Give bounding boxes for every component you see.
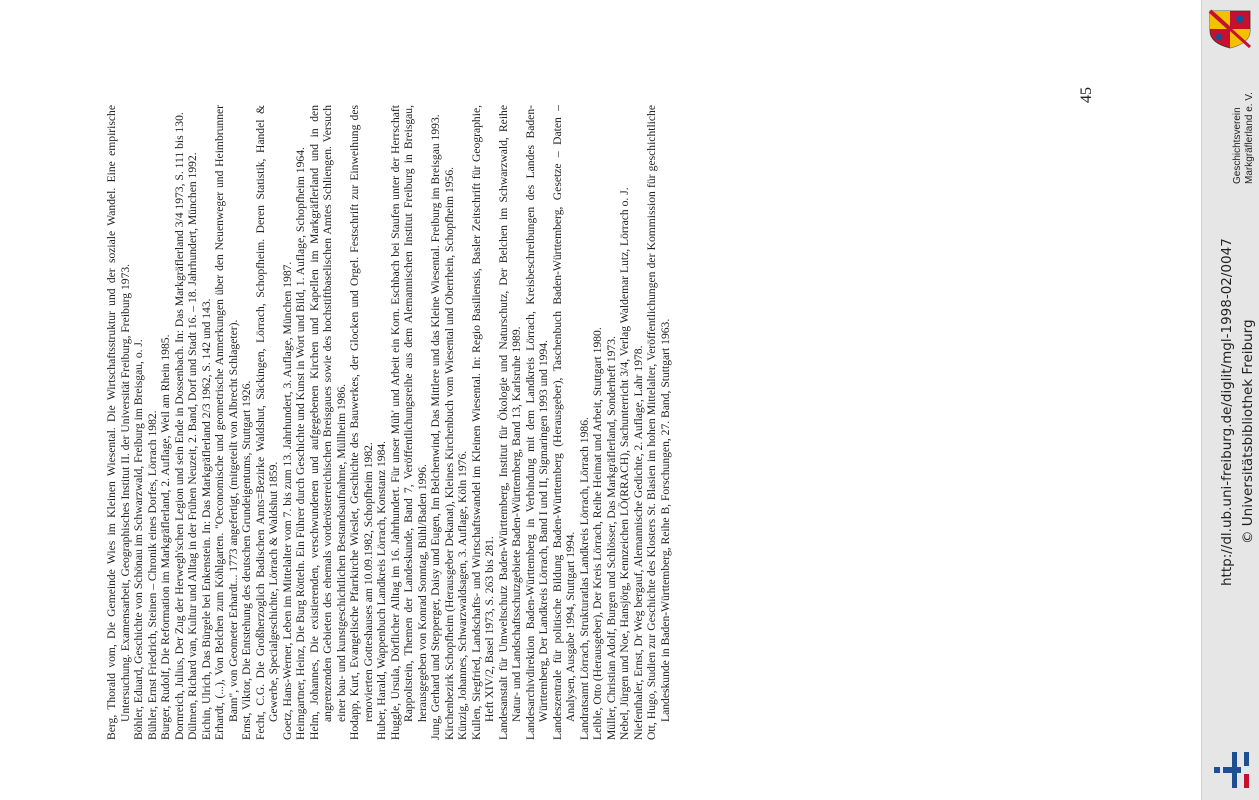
bibliography-entry: Böhler, Eduard, Geschichte von Schönau im Schwarzwald, Freiburg im Breisgau, o. J. (132, 339, 145, 740)
bibliography-entry: Goetz, Hans-Werner, Leben im Mittelalter vom 7. bis zum 13. Jahrhundert, 3. Auflage, München 1987. (280, 261, 294, 740)
copyright-notice: © Universitätsbibliothek Freiburg (1240, 319, 1256, 544)
bibliography-entry: Ernst, Viktor, Die Entstehung des deutschen Grundeigentums, Stuttgart 1926. (240, 380, 253, 740)
bibliography-entry: Jung, Gerhard und Stepperger, Daisy und Eugen, Im Belchenwind, Das Mittlere und das Kleine Wiesental. Freiburg im Breisgau 1993. (429, 114, 442, 740)
bibliography-entry: Berg, Thorald vom, Die Gemeinde Wies im Kleinen Wiesental. Die Wirtschaftsstruktur und der soziale Wandel. Eine empirische Untersuchung. Examensarbeit, Geographisches Institut II. der Universität Freiburg, Freiburg 1973. (105, 105, 132, 740)
bibliography-entry: Landeszentrale für politische Bildung Baden-Württemberg (Herausgeber), Taschenbuch Baden-Württemberg, Gesetze – Daten – Analysen, Ausgabe 1994, Stuttgart 1994. (550, 105, 577, 740)
bibliography-entry: Burger, Rudolf, Die Reformation im Markgräflerland, 2. Auflage, Weil am Rhein 1985. (159, 334, 172, 740)
bibliography-entry: Kullen, Siegfried, Landschafts- und Wirtschaftswandel im Kleinen Wiesental. In: Regio Basiliensis, Basler Zeitschrift für Geographie, Heft XIV/2, Basel 1973, S. 263 bis 281. (469, 105, 496, 740)
document-url[interactable]: http://dl.ub.uni-freiburg.de/diglit/mgl-1998-02/0047 (1219, 238, 1235, 586)
bibliography-entry: Künzig, Johannes, Schwarzwaldsagen, 3. Auflage, Köln 1976. (456, 450, 469, 740)
org-name-line2: Markgräflerland e. V. (1244, 92, 1255, 184)
bibliography-entry: Eichin, Ulrich, Das Bürgele bei Enkenstein. In: Das Markgräflerland 2/3 1962, S. 142 und 143. (199, 298, 213, 740)
bibliography-entry: Fecht, C.G. Die Großherzoglich Badischen Amts=Bezirke Waldshut, Säckingen, Lörrach, Schopfheim. Deren Statistik, Handel & Gewerbe, Specialgeschichte, Lörrach & Waldshut 1859. (253, 105, 280, 740)
bibliography-entry: Heimgartner, Heinz, Die Burg Rötteln. Ein Führer durch Geschichte und Kunst in Wort und Bild, 1. Auflage, Schopfheim 1964. (294, 147, 307, 740)
bibliography-entry: Landesanstalt für Umweltschutz Baden-Württemberg, Institut für Ökologie und Naturschutz, Der Belchen im Schwarzwald, Reihe Natur- und Landschaftsschutzgebiete Baden-Württemberg, Band 13, Karlsruhe 1989. (496, 105, 523, 740)
bibliography-entry: Müller, Christian Adolf, Burgen und Schlösser, Das Markgräflerland, Sonderheft 1973. (604, 336, 618, 740)
bibliography-entry: Erhardt, (...), Von Belchen zum Köhlgarten. "Oeconomische und geometrische Anmerkungen über den Neuenweger und Heimbrunner Bann", von Geometer Erhardt... 1773 angefertigt, (mitgeteilt von Albrecht Schlageter). (213, 105, 240, 740)
bibliography-entry: Ott, Hugo, Studien zur Geschichte des Klosters St. Blasien im hohen Mittelalter, Veröffentlichungen der Kommission für geschichtliche Landeskunde in Baden-Württemberg, Reihe B, Forschungen, 27. Band, Stuttgart 1963. (645, 105, 672, 740)
bibliography-entry: Bühler, Ernst Friedrich, Steinen – Chronik eines Dorfes, Lörrach 1982. (145, 410, 159, 740)
library-logo-icon (1212, 750, 1254, 790)
bibliography-entry: Helm, Johannes, Die existierenden, verschwundenen und aufgegebenen Kirchen und Kapellen im Markgräflerland und in den angrenzenden Gebieten des ehemals vorderösterreichischen Breisgaues sowie des hochstiftbaselischen Amtes Schliengen. Versuch einer bau- und kunstgeschichtlichen Bestandsaufnahme, Müllheim 1986. (307, 105, 348, 740)
bibliography-entry: Niefenthaler, Ernst, Dr Weg bergauf, Alemannische Gedichte, 2. Auflage, Lahr 1978. (631, 345, 645, 740)
bibliography-entry: Huggle, Ursula, Dörflicher Alltag im 16. Jahrhundert. Für unser Müh' und Arbeit ein Korn. Eschbach bei Staufen unter der Herrschaft Rappoltstein, Themen der Landeskunde, Band 7, Veröffentlichungsreihe aus dem Alemannischen Institut Freiburg in Breisgau, herausgegeben von Konrad Sonntag, Bühl/Baden 1996. (388, 105, 429, 740)
coat-of-arms-icon (1207, 9, 1253, 49)
org-name-line1: Geschichtsverein (1232, 107, 1243, 184)
page-number: 45 (1078, 87, 1095, 103)
bibliography-entry: Kirchenbezirk Schopfheim (Herausgeber Dekanat), Kleines Kirchenbuch vom Wiesental und Oberrhein, Schopfheim 1956. (442, 166, 456, 740)
bibliography-entry: Huber, Harald, Wappenbuch Landkreis Lörrach, Konstanz 1984. (375, 440, 388, 740)
bibliography-entry: Dülmen, Richard van, Kultur und Alltag in der Frühen Neuzeit, 2. Band, Dorf und Stadt 16. – 18. Jahrhundert, München 1992. (186, 152, 199, 740)
bibliography-entry: Leible, Otto (Herausgeber), Der Kreis Lörrach, Reihe Heimat und Arbeit, Stuttgart 1980. (591, 327, 604, 740)
bibliography-list (105, 105, 672, 740)
bibliography-entry: Hodapp, Kurt, Evangelische Pfarrkirche Wieslet, Geschichte des Bauwerkes, der Glocken und Orgel. Festschrift zur Einweihung des renovierten Gotteshauses am 10.09.1982, Schopfheim 1982. (348, 105, 375, 740)
bibliography-entry: Landratsamt Lörrach, Strukturatlas Landkreis Lörrach, Lörrach 1986. (577, 417, 591, 740)
bibliography-entry: Nebel, Jürgen und Noe, Hansjörg, Kennzeichen LÖ(RRACH), Sachunterricht 3/4, Verlag Waldemar Lutz, Lörrach o. J. (618, 187, 631, 740)
bibliography-entry: Landesarchivdirektion Baden-Württemberg in Verbindung mit dem Landkreis Lörrach, Kreisbeschreibungen des Landes Baden-Württemberg, Der Landkreis Lörrach, Band I und II, Sigmaringen 1993 und 1994. (523, 105, 550, 740)
bibliography-entry: Dornreich, Julius, Der Zug der Herwegh'schen Legion und sein Ende in Dossenbach. In: Das Markgräflerland 3/4 1973, S. 111 bis 130. (172, 112, 186, 740)
